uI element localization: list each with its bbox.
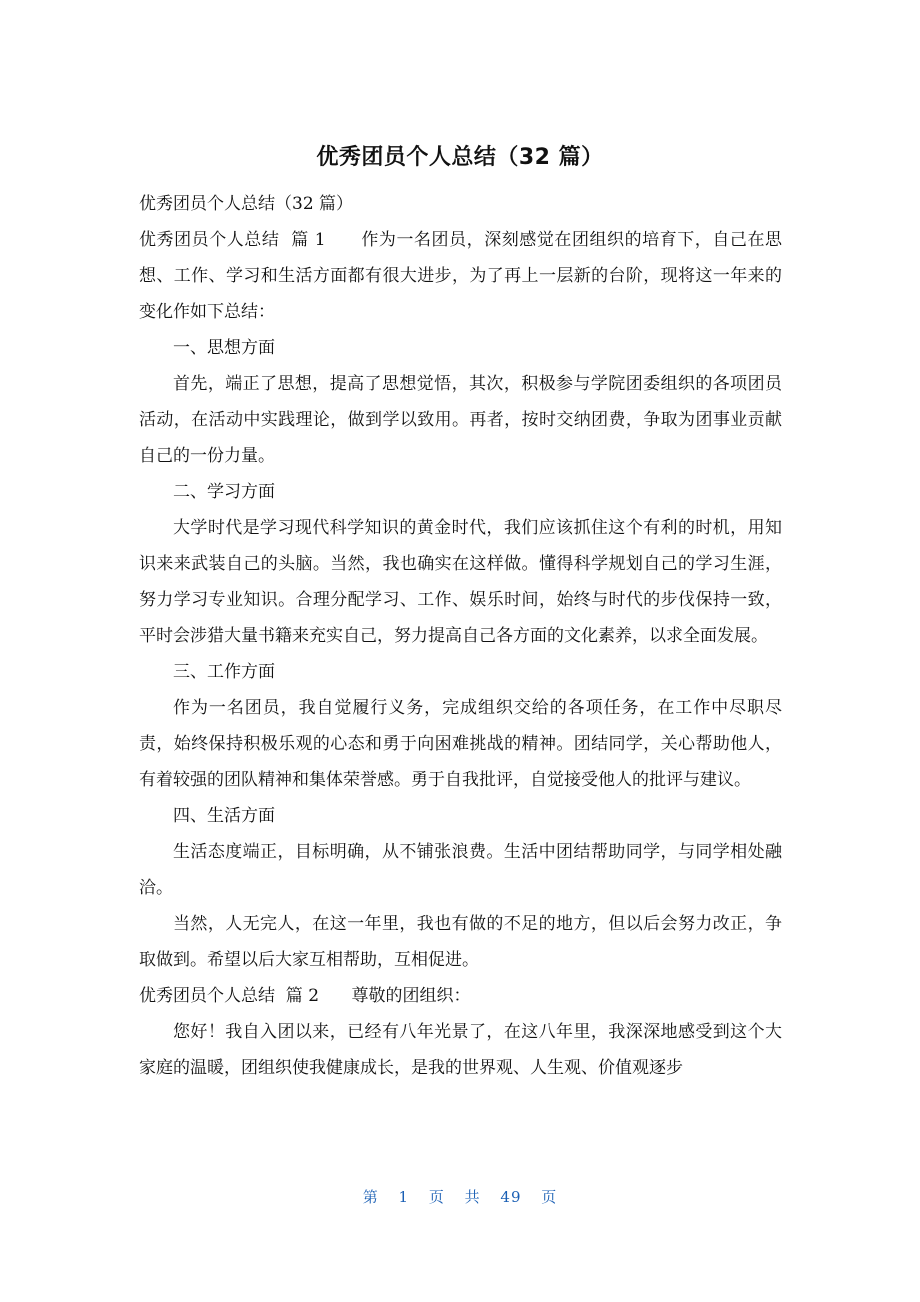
section-4-paragraph-2: 当然，人无完人，在这一年里，我也有做的不足的地方，但以后会努力改正，争取做到。希望以后大家互相帮助，互相促进。 [139,914,782,970]
section-2-paragraph: 大学时代是学习现代科学知识的黄金时代，我们应该抓住这个有利的时机，用知识来来武装自己的头脑。当然，我也确实在这样做。懂得科学规划自己的学习生涯，努力学习专业知识。合理分配学习、工作、娱乐时间，始终与时代的步伐保持一致，平时会涉猎大量书籍来充实自己，努力提高自己各方面的文化素养，以求全面发展。 [139,518,782,646]
footer-page-label: 第 [362,1188,379,1206]
section-3-heading: 三、工作方面 [173,662,275,682]
section-4-heading: 四、生活方面 [173,806,275,826]
page-footer [0,1186,920,1207]
document-subtitle: 优秀团员个人总结（32 篇） [139,194,354,214]
section-1-heading: 一、思想方面 [173,338,275,358]
footer-total-label: 共 [464,1188,481,1206]
footer-total-unit: 页 [541,1188,558,1206]
section-2-heading: 二、学习方面 [173,482,275,502]
footer-page-unit: 页 [428,1188,445,1206]
footer-page-number: 1 [398,1188,410,1206]
article-1-label: 优秀团员个人总结 篇 1 [139,230,326,250]
article-2-label: 优秀团员个人总结 篇 2 [139,986,320,1006]
article-2-header [139,978,782,1014]
section-4-paragraph: 生活态度端正，目标明确，从不铺张浪费。生活中团结帮助同学，与同学相处融洽。 [139,842,782,898]
section-3-paragraph: 作为一名团员，我自觉履行义务，完成组织交给的各项任务，在工作中尽职尽责，始终保持积极乐观的心态和勇于向困难挑战的精神。团结同学，关心帮助他人，有着较强的团队精神和集体荣誉感。勇于自我批评，自觉接受他人的批评与建议。 [139,698,782,790]
document-body [139,186,782,1086]
footer-total-pages: 49 [500,1188,522,1206]
article-2-salutation: 尊敬的团组织： [351,986,471,1006]
article-2-paragraph: 您好！我自入团以来，已经有八年光景了，在这八年里，我深深地感受到这个大家庭的温暖，团组织使我健康成长，是我的世界观、人生观、价值观逐步 [139,1022,782,1078]
article-1-intro-paragraph [139,222,782,330]
document-title: 优秀团员个人总结（32 篇） [316,145,604,170]
section-1-paragraph: 首先，端正了思想，提高了思想觉悟，其次，积极参与学院团委组织的各项团员活动，在活动中实践理论，做到学以致用。再者，按时交纳团费，争取为团事业贡献自己的一份力量。 [139,374,782,466]
article-1-intro: 作为一名团员，深刻感觉在团组织的培育下，自己在思想、工作、学习和生活方面都有很大进步，为了再上一层新的台阶，现将这一年来的变化作如下总结： [139,230,782,322]
